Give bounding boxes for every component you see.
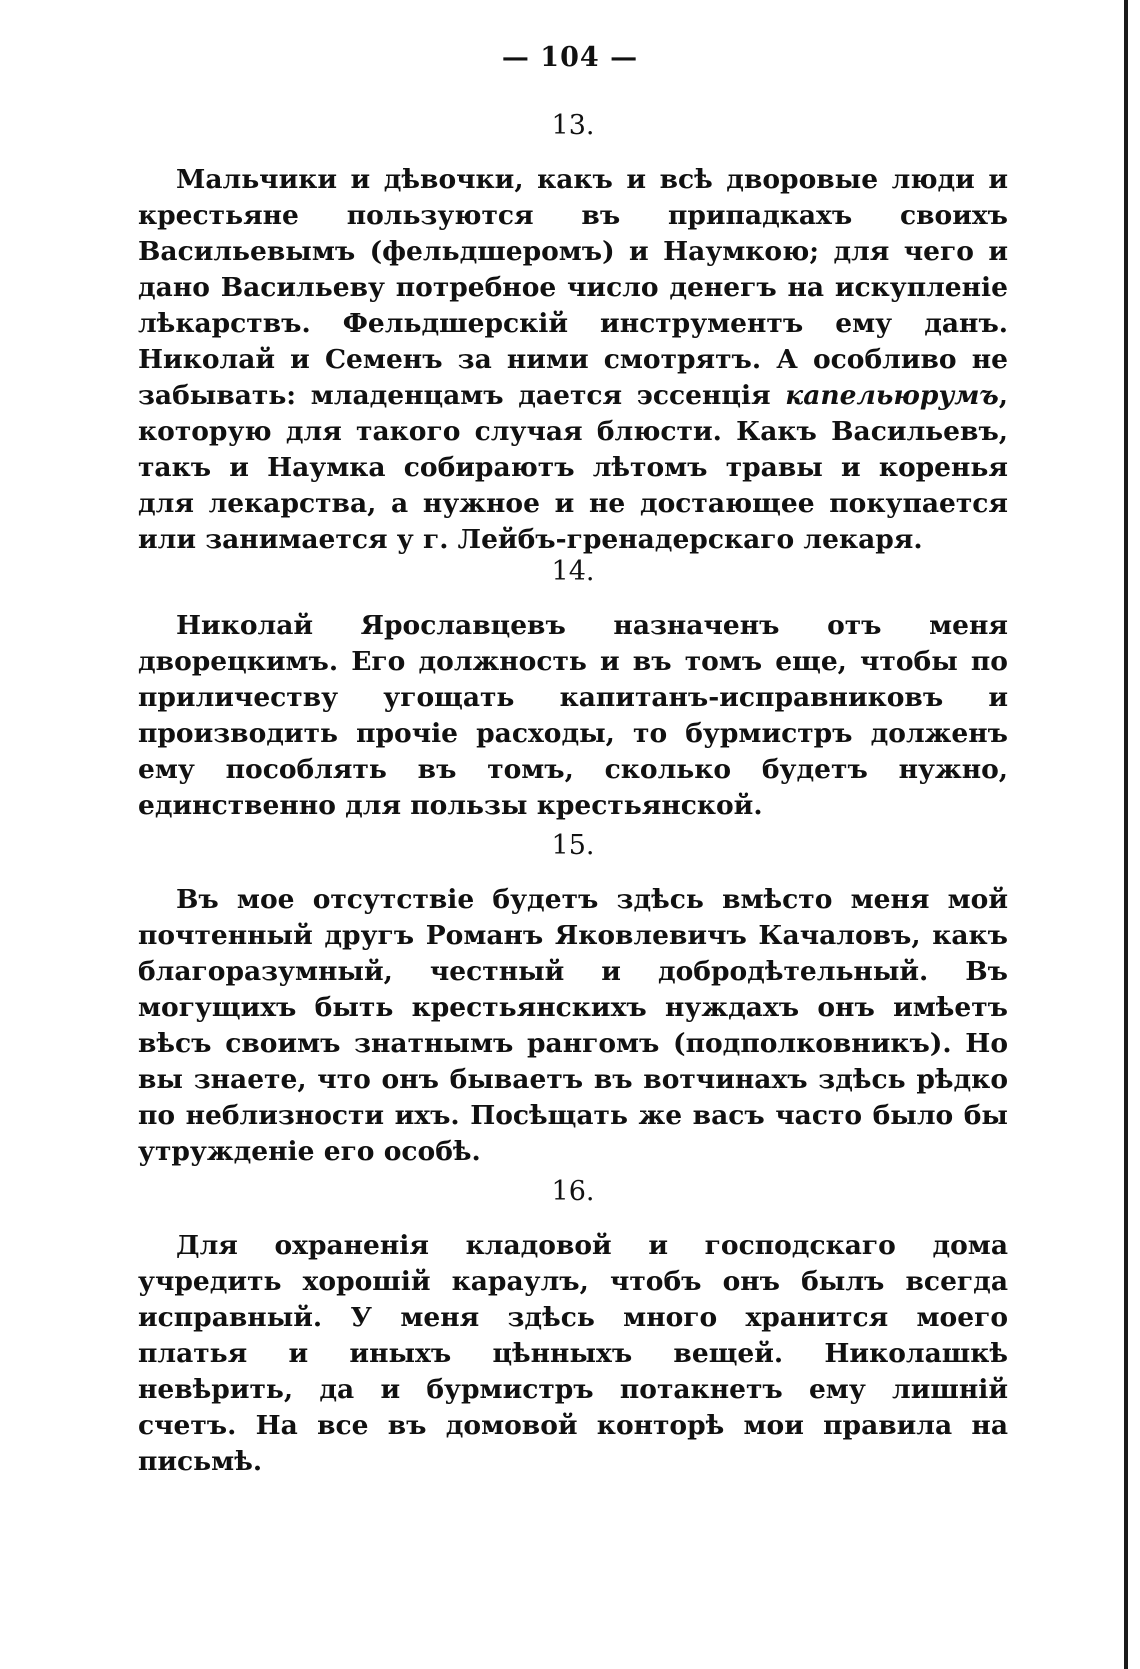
section-15 <box>138 828 1008 1170</box>
section-paragraph: Для охраненія кладовой и господскаго дома учредить хорошій караулъ, чтобъ онъ былъ всегда исправный. У меня здѣсь много хранится моего платья и иныхъ цѣнныхъ вещей. Николашкѣ невѣрить, да и бурмистръ потакнетъ ему лишній счетъ. На все въ домовой конторѣ мои правила на письмѣ. <box>138 1230 1008 1477</box>
page-edge-rule <box>1124 0 1128 1669</box>
section-paragraph: Николай Ярославцевъ назначенъ отъ меня дворецкимъ. Его должность и въ томъ еще, чтобы по приличеству угощать капитанъ-исправниковъ и производить прочіе расходы, то бурмистръ долженъ ему пособлять въ томъ, сколько будетъ нужно, единственно для пользы крестьянской. <box>138 610 1008 821</box>
section-heading: 14. <box>551 556 595 587</box>
section-heading: 15. <box>551 830 595 861</box>
section-paragraph: Въ мое отсутствіе будетъ здѣсь вмѣсто меня мой почтенный другъ Романъ Яковлевичъ Качаловъ, какъ благоразумный, честный и добродѣтельный. Въ могущихъ быть крестьянскихъ нуждахъ онъ имѣетъ вѣсъ своимъ знатнымъ рангомъ (подполковникъ). Но вы знаете, что онъ бываетъ въ вотчинахъ здѣсь рѣдко по неблизности ихъ. Посѣщать же васъ часто было бы утружденіе его особѣ. <box>138 884 1008 1167</box>
section-13 <box>138 108 1008 558</box>
section-heading: 13. <box>551 110 595 141</box>
paragraph-italic-term: капельюрумъ <box>785 380 999 411</box>
section-heading: 16. <box>551 1176 595 1207</box>
section-paragraph <box>138 162 1008 558</box>
paragraph-text: , которую для такого случая блюсти. Какъ Васильевъ, такъ и Наумка собираютъ лѣтомъ травы и коренья для лекарства, а нужное и не достающее покупается или занимается у г. Лейбъ-гренадерскаго лекаря. <box>138 380 1008 555</box>
paragraph-text: Мальчики и дѣвочки, какъ и всѣ дворовые люди и крестьяне пользуются въ припадкахъ своихъ Васильевымъ (фельдшеромъ) и Наумкою; для чего и дано Васильеву потребное число денегъ на искупленіе лѣкарствъ. Фельдшерскій инструментъ ему данъ. Николай и Семенъ за ними смотрятъ. А особливо не забывать: младенцамъ дается эссенція <box>138 164 1008 411</box>
section-14 <box>138 554 1008 824</box>
page-number: — 104 — <box>501 42 639 73</box>
section-16 <box>138 1174 1008 1480</box>
